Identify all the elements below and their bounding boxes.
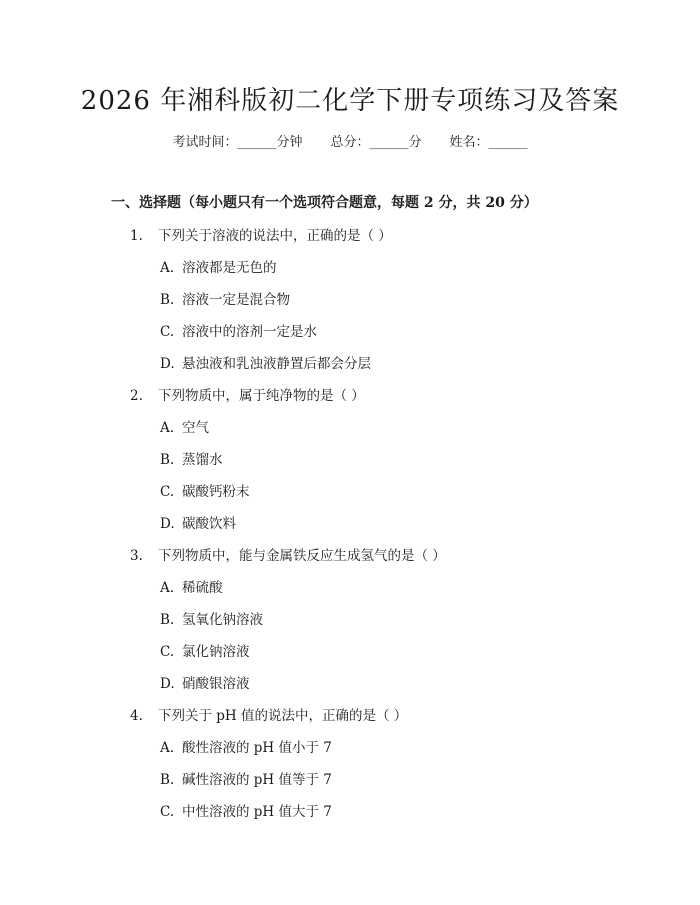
option-text: 碳酸钙粉末 [182, 484, 250, 500]
question-3-option-a [160, 576, 223, 596]
option-text: 悬浊液和乳浊液静置后都会分层 [182, 356, 371, 372]
question-3-option-b [160, 608, 263, 628]
option-text: 氯化钠溶液 [182, 644, 250, 660]
option-text: 中性溶液的 pH 值大于 7 [182, 804, 332, 820]
option-text: 溶液中的溶剂一定是水 [182, 324, 317, 340]
question-4 [130, 704, 407, 724]
option-letter: B. [160, 772, 175, 788]
question-1-option-a [160, 256, 277, 276]
question-1-option-b [160, 288, 290, 308]
option-text: 碱性溶液的 pH 值等于 7 [182, 772, 332, 788]
question-2-option-d [160, 512, 236, 532]
option-text: 稀硫酸 [182, 580, 223, 596]
option-letter: D. [160, 356, 175, 372]
question-3-option-c [160, 640, 250, 660]
question-stem: 下列物质中，能与金属铁反应生成氢气的是（ ） [158, 548, 446, 564]
option-text: 硝酸银溶液 [182, 676, 250, 692]
option-letter: D. [160, 676, 175, 692]
question-1-option-d [160, 352, 371, 372]
question-3-option-d [160, 672, 250, 692]
question-number: 3. [130, 548, 143, 564]
option-letter: A. [160, 260, 175, 276]
option-text: 酸性溶液的 pH 值小于 7 [182, 740, 332, 756]
option-letter: A. [160, 420, 175, 436]
option-text: 溶液都是无色的 [182, 260, 277, 276]
question-2 [130, 384, 365, 404]
option-letter: C. [160, 324, 175, 340]
exam-time-field: 考试时间：______分钟 [172, 135, 303, 150]
option-text: 蒸馏水 [182, 452, 223, 468]
question-2-option-b [160, 448, 223, 468]
total-score-field: 总分：______分 [330, 135, 422, 150]
question-1 [130, 224, 392, 244]
question-number: 4. [130, 708, 143, 724]
option-letter: B. [160, 612, 175, 628]
exam-info-line [0, 131, 700, 150]
option-text: 碳酸饮料 [182, 516, 236, 532]
question-stem: 下列物质中，属于纯净物的是（ ） [158, 388, 365, 404]
option-letter: B. [160, 452, 175, 468]
option-letter: C. [160, 644, 175, 660]
student-name-field: 姓名：______ [449, 135, 528, 150]
section-heading-choice: 一、选择题（每小题只有一个选项符合题意，每题 2 分，共 20 分） [111, 195, 538, 211]
option-letter: B. [160, 292, 175, 308]
question-4-option-c [160, 800, 332, 820]
option-letter: C. [160, 804, 175, 820]
question-2-option-c [160, 480, 250, 500]
option-text: 氢氧化钠溶液 [182, 612, 263, 628]
option-letter: D. [160, 516, 175, 532]
question-1-option-c [160, 320, 317, 340]
option-letter: C. [160, 484, 175, 500]
question-number: 1. [130, 228, 143, 244]
option-letter: A. [160, 740, 175, 756]
option-letter: A. [160, 580, 175, 596]
question-number: 2. [130, 388, 143, 404]
question-2-option-a [160, 416, 209, 436]
question-stem: 下列关于溶液的说法中，正确的是（ ） [158, 228, 392, 244]
option-text: 溶液一定是混合物 [182, 292, 290, 308]
question-4-option-a [160, 736, 332, 756]
question-4-option-b [160, 768, 332, 788]
question-3 [130, 544, 446, 564]
option-text: 空气 [182, 420, 209, 436]
question-stem: 下列关于 pH 值的说法中，正确的是（ ） [158, 708, 408, 724]
document-title: 2026 年湘科版初二化学下册专项练习及答案 [80, 86, 620, 116]
